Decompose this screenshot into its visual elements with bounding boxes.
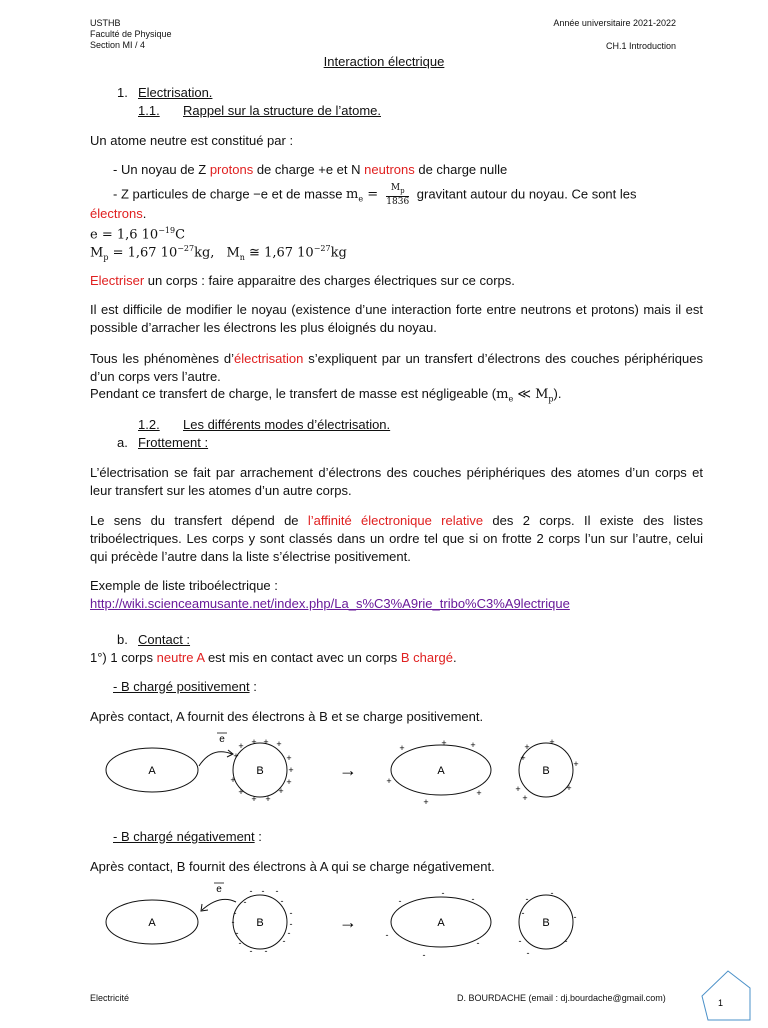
label: - B chargé positivement [113,679,250,694]
electron-label: e [219,734,225,745]
symbol: M [535,387,549,402]
charge-sign: + [286,777,292,787]
label-b-before: B [256,765,264,777]
case-negative-text: Après contact, B fournit des électrons à A qui se charge négativement. [90,859,495,874]
charge-sign: - [385,930,389,940]
paragraph-atome: Un atome neutre est constitué par : [90,133,294,148]
transfer-arrow: → [339,760,357,780]
paragraph-noyau: Il est difficile de modifier le noyau (existence d’une interaction forte entre neutrons et protons) mais il est possible d’arracher les électrons les plus éloignés du noyau. [90,302,703,335]
paragraph-phenomenes [90,350,703,386]
charge-sign: + [263,737,269,747]
math-me-mp [496,387,553,402]
word-electrisation: électrisation [234,351,304,366]
charge-sign: + [399,743,405,753]
text: e = 1,6 10 [90,227,159,243]
section-1-1-number: 1.1. [138,103,160,118]
footer-author: D. BOURDACHE (email : dj.bourdache@gmail.com) [457,993,666,1003]
charge-sign: - [275,886,279,896]
phrase-affinite: l’affinité électronique relative [307,513,484,528]
charge-sign: + [265,794,271,804]
charge-sign: - [231,917,235,927]
text: un corps : faire apparaitre des charges électriques sur ce corps. [144,273,515,288]
subscript: p [103,252,109,262]
label-b-after: B [542,917,550,929]
charge-sign: - [476,938,480,948]
electron-arrow [202,899,236,910]
diagram-negative [0,880,768,970]
word-electriser: Electriser [90,273,145,288]
charge-sign: - [238,938,242,948]
charge-sign: - [233,908,237,918]
symbol: m [496,387,509,402]
charge-sign: - [550,888,554,898]
charge-sign: - [526,948,530,958]
paragraph-electriser [90,272,515,290]
symbol: = [363,187,383,203]
triboelectric-link[interactable]: http://wiki.scienceamusante.net/index.php/La_s%C3%A9rie_tribo%C3%A9lectrique [90,596,570,611]
header-institution: USTHB [90,18,121,28]
word-protons: protons [209,162,254,177]
header-left [90,18,172,51]
charge-sign: - [282,936,286,946]
bullet-electrons [113,183,703,209]
electron-arrow [199,752,232,766]
label-a-after: A [437,765,445,777]
label-a-before: A [148,765,156,777]
charge-sign: + [386,776,392,786]
charge-sign: + [515,784,521,794]
text: : [249,679,257,694]
unit: kg [330,245,347,261]
phrase-neutre-a: neutre A [156,650,205,665]
charge-sign: + [286,753,292,763]
charge-sign: + [276,739,282,749]
text: . [452,650,457,665]
text: Pendant ce transfert de charge, le transfert de masse est négligeable ( [90,386,497,401]
text: des 2 corps. Il existe des listes triboélectriques. Les corps y sont classés dans un ordre tel que si on frotte 2 corps l’un sur l’autre, celui qui précède l’autre dans la liste s’électrise positivement. [90,513,703,564]
charge-sign: + [278,786,284,796]
text: Le sens du transfert dépend de [90,513,308,528]
text: ≅ 1,67 10 [244,245,314,261]
exponent: −19 [158,226,176,235]
constant-masses [90,240,347,267]
label-a-before: A [148,917,156,929]
page-number-badge [700,968,760,1028]
text: : [254,829,262,844]
charge-sign: - [243,897,247,907]
electron-label: e [216,884,222,895]
text: - Z particules de charge −e et de masse [113,186,347,202]
charge-sign: - [261,886,265,896]
header-section: Section MI / 4 [90,40,146,50]
charge-sign: + [251,794,257,804]
word-neutrons: neutrons [364,162,415,177]
charge-sign: - [280,896,284,906]
case-positive-heading [113,678,257,696]
charge-sign: + [233,751,239,761]
charge-sign: + [288,765,294,775]
charge-sign: + [476,788,482,798]
charge-sign: + [470,740,476,750]
text: de charge nulle [414,162,508,177]
footer-course: Electricité [90,993,130,1003]
text: s’expliquent par un transfert d’électrons des couches périphériques d’un corps vers l’autre. [90,351,703,384]
charge-sign: + [423,797,429,807]
charge-sign: - [235,928,239,938]
section-1-number: 1. [117,85,128,100]
label-b-before: B [256,917,264,929]
transfer-arrow: → [339,912,357,932]
section-a-number: a. [117,435,128,450]
header-year: Année universitaire 2021-2022 [553,18,676,28]
diagram-positive [0,728,768,828]
text: = 1,67 10 [108,245,178,261]
subscript: n [239,252,245,262]
section-1-2-number: 1.2. [138,417,160,432]
symbol: m [346,187,359,203]
subscript: e [508,394,514,404]
charge-sign: - [518,936,522,946]
charge-sign: + [524,742,530,752]
section-1-title: Electrisation. [138,85,213,100]
charge-sign: - [249,886,253,896]
text: 1°) 1 corps [90,650,157,665]
section-1-2-title: Les différents modes d’électrisation. [183,417,391,432]
text: ). [553,386,562,401]
symbol: M [226,245,240,261]
exponent: −27 [313,244,331,253]
charge-sign: - [525,894,529,904]
text: - Un noyau de Z [113,162,210,177]
text: gravitant autour du noyau. Ce sont les [413,186,637,202]
text: Tous les phénomènes d’ [90,351,234,366]
charge-sign: - [471,894,475,904]
charge-sign: - [573,912,577,922]
charge-sign: - [264,946,268,956]
paragraph-sens [90,512,703,566]
subscript: p [400,186,405,195]
header-chapter: CH.1 Introduction [605,41,676,51]
charge-sign: - [564,936,568,946]
symbol: M [90,245,104,261]
charge-sign: + [238,741,244,751]
charge-sign: - [249,946,253,956]
section-a-title: Frottement : [138,435,209,450]
charge-sign: + [549,737,555,747]
subscript: e [358,194,364,204]
text: est mis en contact avec un corps [204,650,401,665]
page-badge-shape [702,971,750,1020]
phrase-b-charge: B chargé [400,650,453,665]
denominator: 1836 [386,196,410,207]
charge-sign: + [573,759,579,769]
charge-sign: - [521,908,525,918]
word-electrons: électrons [90,206,143,221]
charge-sign: - [287,928,291,938]
math-me [346,187,382,202]
paragraph-frottement: L’électrisation se fait par arrachement d’électrons des couches périphériques des atomes d’un corps et leur transfert sur les atomes d’un autre corps. [90,465,703,498]
charge-sign: + [441,738,447,748]
subscript: p [548,394,554,404]
charge-sign: + [566,783,572,793]
section-b-title: Contact : [138,632,191,647]
charge-sign: - [289,919,293,929]
charge-sign: + [230,775,236,785]
charge-sign: - [441,888,445,898]
label: - B chargé négativement [113,829,255,844]
unit: C [175,227,186,243]
charge-sign: - [289,908,293,918]
section-b-number: b. [117,632,128,647]
header-faculty: Faculté de Physique [90,29,172,39]
charge-sign: + [520,753,526,763]
section-1-1-title: Rappel sur la structure de l’atome. [183,103,381,118]
text: de charge +e et N [253,162,365,177]
page-number: 1 [718,998,724,1008]
paragraph-exemple: Exemple de liste triboélectrique : [90,578,278,593]
charge-sign: + [238,787,244,797]
bullet-noyau [113,161,507,179]
exponent: −27 [177,244,195,253]
label-a-after: A [437,917,445,929]
charge-sign: + [522,793,528,803]
page-title: Interaction électrique [323,54,445,69]
paragraph-masse [90,385,561,409]
charge-sign: + [251,737,257,747]
case-positive-text: Après contact, A fournit des électrons à B et se charge positivement. [90,709,484,724]
charge-sign: - [398,896,402,906]
fraction-mp-1836 [386,183,409,207]
symbol: ≪ [513,387,536,402]
numerator: M [390,183,401,193]
paragraph-contact [90,649,457,667]
text: . [142,206,147,221]
label-b-after: B [542,765,550,777]
electrons-line [90,205,146,223]
charge-sign: - [422,950,426,960]
case-negative-heading [113,828,262,846]
unit: kg, [194,245,215,261]
